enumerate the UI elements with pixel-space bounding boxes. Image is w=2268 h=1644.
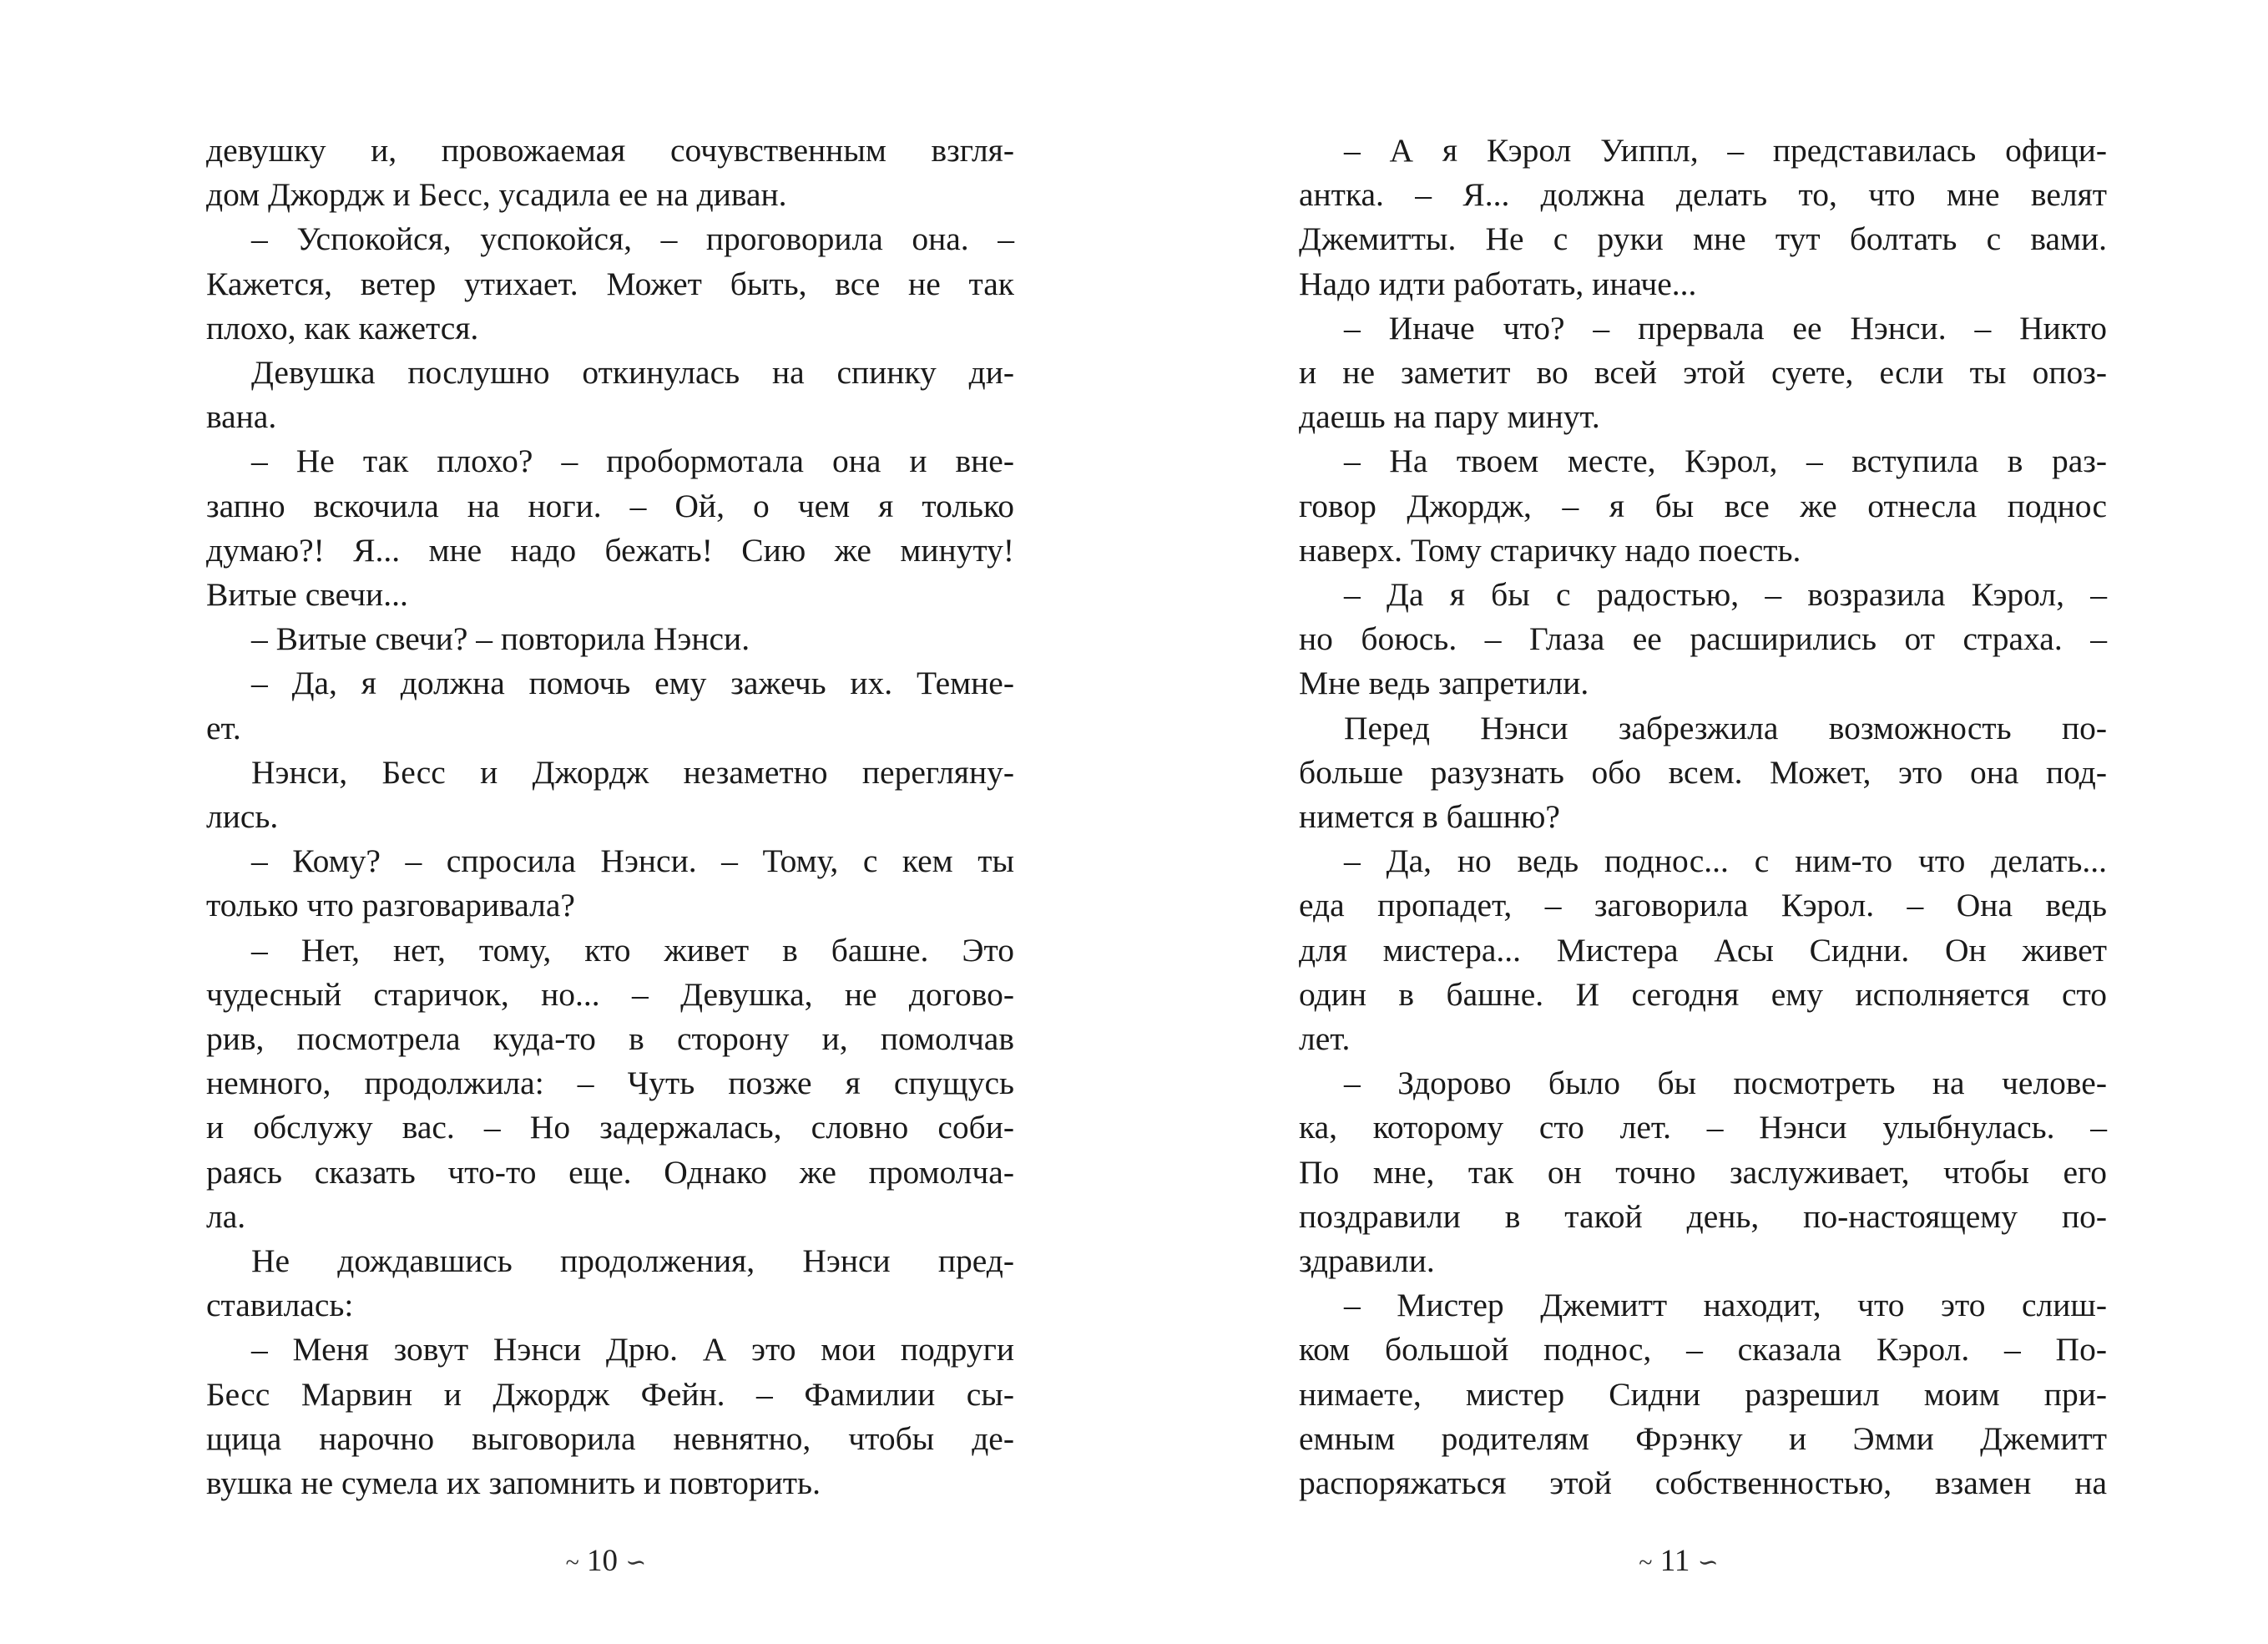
text-line: – Кому? – спросила Нэнси. – Тому, с кем ты [251,842,1014,880]
text-line: Перед Нэнси забрезжила возможность по- [1344,709,2107,746]
text-line: ет. [206,709,241,746]
text-line: По мне, так он точно заслуживает, чтобы его [1299,1153,2107,1191]
text-line: Надо идти работать, иначе... [1299,265,1697,302]
text-line: один в башне. И сегодня ему исполняется сто [1299,975,2107,1013]
text-line: запно вскочила на ноги. – Ой, о чем я только [206,487,1014,524]
text-line: для мистера... Мистера Асы Сидни. Он живет [1299,931,2107,969]
page-number-left [523,1543,689,1581]
text-line: дом Джордж и Бесс, усадила ее на диван. [206,176,787,214]
text-line: но боюсь. – Глаза ее расширились от страха. – [1299,620,2107,658]
text-line: еда пропадет, – заговорила Кэрол. – Она ведь [1299,887,2107,924]
text-line: щица нарочно выговорила невнятно, чтобы де- [206,1419,1014,1457]
text-line: распоряжаться этой собственностью, взамен на [1299,1464,2107,1502]
page-number: 10 [587,1544,619,1578]
text-line: Нэнси, Бесс и Джордж незаметно перегляну- [251,753,1014,791]
text-line: – А я Кэрол Уиппл, – представилась офици- [1344,132,2107,169]
text-line: девушку и, провожаемая сочувственным взгля- [206,132,1014,169]
text-line: емным родителям Фрэнку и Эмми Джемитт [1299,1419,2107,1457]
text-line: и обслужу вас. – Но задержалась, словно соби- [206,1109,1014,1146]
text-line: – Мистер Джемитт находит, что это слиш- [1344,1287,2107,1324]
text-line: – Не так плохо? – пробормотала она и вне- [251,443,1014,480]
left-page-text [206,129,1014,1505]
text-line: – Успокойся, успокойся, – проговорила она. – [251,220,1014,258]
text-line: – Меня зовут Нэнси Дрю. А это мои подруги [251,1331,1014,1368]
text-line: нимется в башню? [1299,798,1560,836]
text-line: ла. [206,1197,246,1235]
text-line: поздравили в такой день, по-настоящему по- [1299,1197,2107,1235]
text-line: ка, которому сто лет. – Нэнси улыбнулась. – [1299,1109,2107,1146]
page-number-right [1595,1543,1762,1581]
folio-ornament-left: ~ [565,1549,579,1576]
folio-ornament-left: ~ [1639,1549,1653,1576]
text-line: Девушка послушно откинулась на спинку ди- [251,354,1014,392]
text-line: только что разговаривала? [206,887,575,924]
left-page [206,129,1014,1505]
text-line: вана. [206,398,277,436]
text-line: чудесный старичок, но... – Девушка, не догово- [206,975,1014,1013]
text-line: – На твоем месте, Кэрол, – вступила в раз- [1344,443,2107,480]
text-line: лись. [206,798,279,836]
text-line: немного, продолжила: – Чуть позже я спущусь [206,1065,1014,1102]
right-page [1299,129,2107,1505]
text-line: вушка не сумела их запомнить и повторить. [206,1464,821,1502]
text-line: – Здорово было бы посмотреть на челове- [1344,1065,2107,1102]
text-line: Бесс Марвин и Джордж Фейн. – Фамилии сы- [206,1375,1014,1413]
text-line: нимаете, мистер Сидни разрешил моим при- [1299,1375,2107,1413]
text-line: плохо, как кажется. [206,309,479,347]
text-line: – Да, я должна помочь ему зажечь их. Темне- [251,665,1014,702]
text-line: ком большой поднос, – сказала Кэрол. – По- [1299,1331,2107,1368]
text-line: – Нет, нет, тому, кто живет в башне. Это [251,931,1014,969]
text-line: Кажется, ветер утихает. Может быть, все не так [206,265,1014,302]
text-line: даешь на пару минут. [1299,398,1600,436]
text-line: раясь сказать что-то еще. Однако же промолча- [206,1153,1014,1191]
text-line: – Да я бы с радостью, – возразила Кэрол, – [1344,576,2107,614]
text-line: рив, посмотрела куда-то в сторону и, помолчав [206,1020,1014,1058]
text-line: Мне ведь запретили. [1299,665,1589,702]
text-line: – Витые свечи? – повторила Нэнси. [251,620,750,658]
text-line: больше разузнать обо всем. Может, это она под- [1299,753,2107,791]
page-number: 11 [1659,1544,1690,1578]
text-line: – Да, но ведь поднос... с ним-то что делать... [1344,842,2107,880]
folio-ornament-right: ∽ [625,1549,647,1576]
text-line: ставилась: [206,1287,354,1324]
text-line: антка. – Я... должна делать то, что мне велят [1299,176,2107,214]
text-line: Джемитты. Не с руки мне тут болтать с вами. [1299,220,2107,258]
right-page-text [1299,129,2107,1505]
text-line: лет. [1299,1020,1351,1058]
text-line: говор Джордж, – я бы все же отнесла поднос [1299,487,2107,524]
text-line: думаю?! Я... мне надо бежать! Сию же минуту! [206,531,1014,569]
text-line: Не дождавшись продолжения, Нэнси пред- [251,1242,1014,1280]
text-line: Витые свечи... [206,576,408,614]
text-line: – Иначе что? – прервала ее Нэнси. – Никто [1344,309,2107,347]
text-line: наверх. Тому старичку надо поесть. [1299,531,1801,569]
text-line: здравили. [1299,1242,1435,1280]
text-line: и не заметит во всей этой суете, если ты опоз- [1299,354,2107,392]
folio-ornament-right: ∽ [1697,1549,1719,1576]
